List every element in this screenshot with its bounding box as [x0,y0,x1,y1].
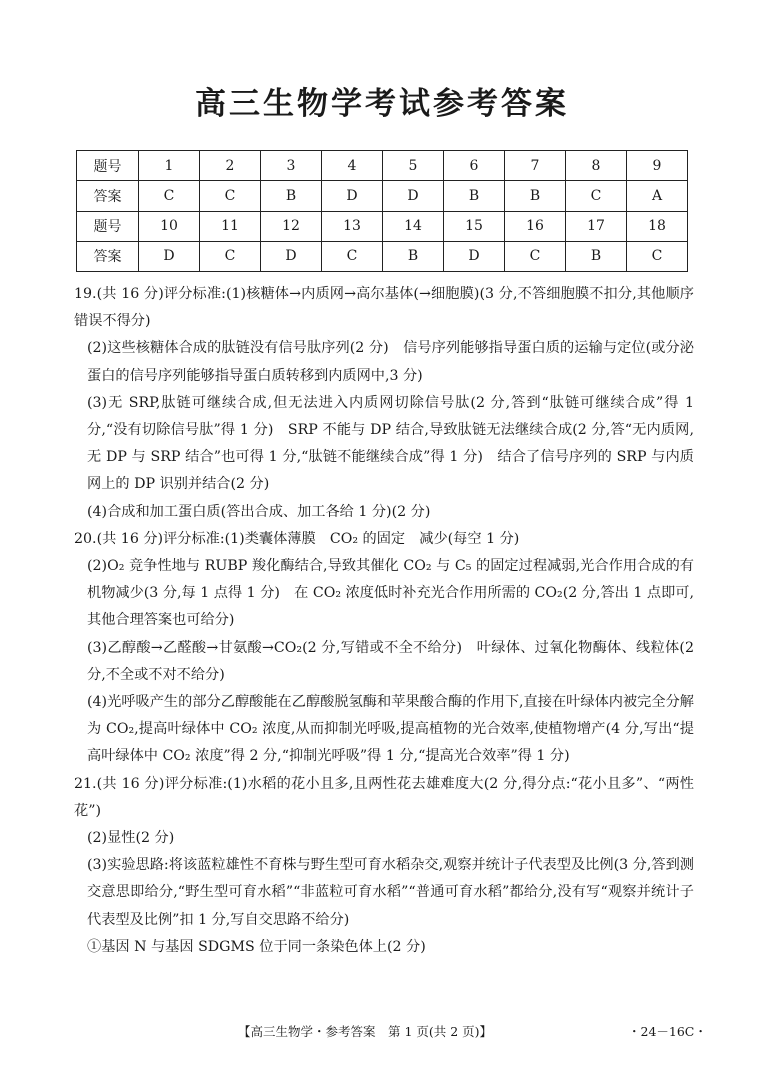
table-cell: C [505,241,566,271]
table-cell: 10 [139,211,200,241]
table-cell: 6 [444,151,505,181]
question-paragraph: 21.(共 16 分)评分标准:(1)水稻的花小且多,且两性花去雄难度大(2 分,得分点:“花小且多”、“两性花”) [74,775,694,819]
table-cell: C [322,241,383,271]
table-cell: C [139,181,200,211]
answer-paragraph: (2)这些核糖体合成的肽链没有信号肽序列(2 分) 信号序列能够指导蛋白质的运输与定位(或分泌蛋白的信号序列能够指导蛋白质转移到内质网中,3 分) [87,340,694,384]
table-cell: 12 [261,211,322,241]
table-row-header: 题号 [77,211,139,241]
table-cell: D [383,181,444,211]
answer-paragraph: (4)光呼吸产生的部分乙醇酸能在乙醇酸脱氢酶和苹果酸合酶的作用下,直接在叶绿体内被完全分解为 CO₂,提高叶绿体中 CO₂ 浓度,从而抑制光呼吸,提高植物的光合效率,使植物增产(4 分,写出“提高叶绿体中 CO₂ 浓度”得 2 分,“抑制光呼吸”得 1 分,“提高光合效率”得 1 分) [87,694,694,765]
table-cell: D [139,241,200,271]
table-cell: 5 [383,151,444,181]
table-row-header: 题号 [77,151,139,181]
table-cell: 9 [627,151,688,181]
table-cell: A [627,181,688,211]
answer-paragraph: ①基因 N 与基因 SDGMS 位于同一条染色体上(2 分) [87,938,426,955]
table-cell: C [566,181,627,211]
answer-paragraph: (3)实验思路:将该蓝粒雄性不育株与野生型可育水稻杂交,观察并统计子代表型及比例(3 分,答到测交意思即给分,“野生型可育水稻”“非蓝粒可育水稻”“普通可育水稻”都给分,没有写“观察并统计子代表型及比例”扣 1 分,写自交思路不给分) [87,857,694,928]
table-cell: B [383,241,444,271]
question-paragraph: 19.(共 16 分)评分标准:(1)核糖体→内质网→高尔基体(→细胞膜)(3 分,不答细胞膜不扣分,其他顺序错误不得分) [74,286,694,330]
table-cell: 4 [322,151,383,181]
page-title: 高三生物学考试参考答案 [195,86,569,122]
table-row-header: 答案 [77,241,139,271]
answer-paragraph: (2)显性(2 分) [87,830,175,847]
table-cell: C [200,181,261,211]
table-cell: 8 [566,151,627,181]
answer-table [76,150,688,272]
table-cell: 11 [200,211,261,241]
table-cell: 2 [200,151,261,181]
table-row [77,211,688,241]
table-cell: 3 [261,151,322,181]
question-paragraph: 20.(共 16 分)评分标准:(1)类囊体薄膜 CO₂ 的固定 减少(每空 1 分) [74,530,520,547]
table-cell: C [200,241,261,271]
table-cell: D [444,241,505,271]
answer-paragraph: (2)O₂ 竞争性地与 RUBP 羧化酶结合,导致其催化 CO₂ 与 C₅ 的固定过程减弱,光合作用合成的有机物减少(3 分,每 1 点得 1 分) 在 CO₂ 浓度低时补充光合作用所需的 CO₂(2 分,答出 1 点即可,其他合理答案也可给分) [87,558,694,629]
footer-code: ・24－16C・ [628,1024,707,1039]
table-cell: B [566,241,627,271]
table-cell: 16 [505,211,566,241]
answer-body [74,281,694,961]
table-cell: 18 [627,211,688,241]
table-cell: 15 [444,211,505,241]
table-cell: B [505,181,566,211]
table-cell: C [627,241,688,271]
table-row-header: 答案 [77,181,139,211]
table-row [77,181,688,211]
table-row [77,151,688,181]
table-cell: D [261,241,322,271]
table-cell: 13 [322,211,383,241]
footer-page-info: 【高三生物学・参考答案 第 1 页(共 2 页)】 [238,1024,493,1039]
table-cell: 14 [383,211,444,241]
answer-paragraph: (3)无 SRP,肽链可继续合成,但无法进入内质网切除信号肽(2 分,答到“肽链可继续合成”得 1 分,“没有切除信号肽”得 1 分) SRP 不能与 DP 结合,导致肽链无法继续合成(2 分,答“无内质网,无 DP 与 SRP 结合”也可得 1 分,“肽链不能继续合成”得 1 分) 结合了信号序列的 SRP 与内质网上的 DP 识别并结合(2 分) [87,394,694,493]
answer-paragraph: (3)乙醇酸→乙醛酸→甘氨酸→CO₂(2 分,写错或不全不给分) 叶绿体、过氧化物酶体、线粒体(2 分,不全或不对不给分) [87,639,694,683]
table-cell: B [444,181,505,211]
table-cell: 1 [139,151,200,181]
table-cell: D [322,181,383,211]
table-row [77,241,688,271]
table-cell: 17 [566,211,627,241]
table-cell: 7 [505,151,566,181]
answer-paragraph: (4)合成和加工蛋白质(答出合成、加工各给 1 分)(2 分) [87,503,431,520]
table-cell: B [261,181,322,211]
